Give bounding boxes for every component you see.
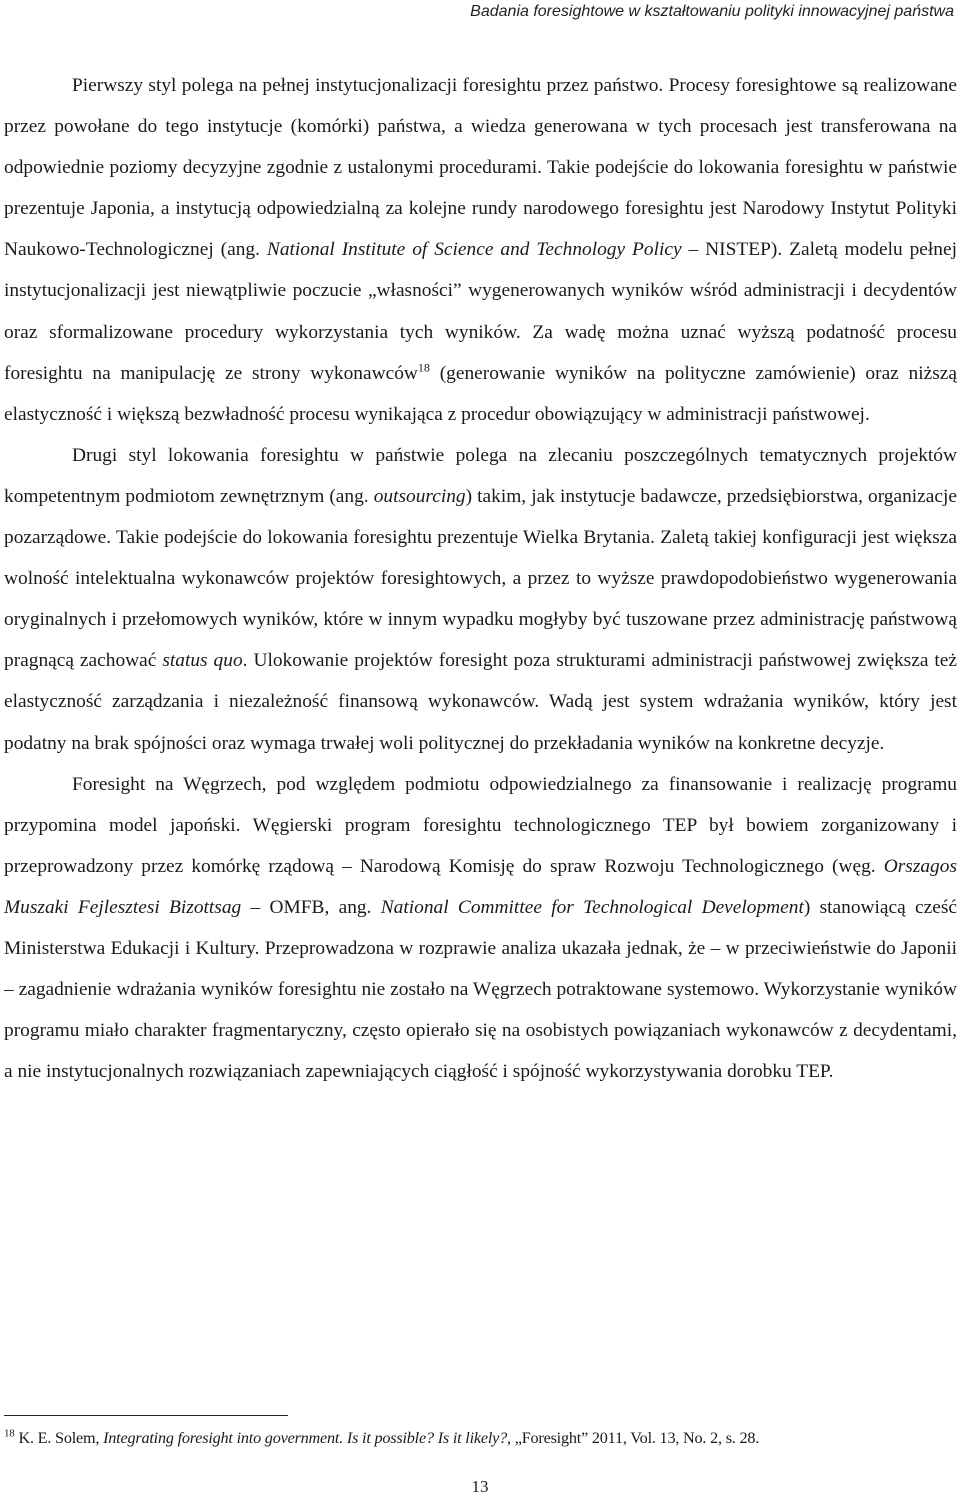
paragraph-1-text-b: NISTEP). Zaletą modelu pełnej instytucjonalizacji jest niewątpliwie poczucie „własności” wygenerowanych wyników wśród administracji i decydentów oraz sformalizowane procedury wykorzystania tych wyników. Za wadę można uznać wyższą podatność procesu foresightu na manipulację ze strony wykonawców	[4, 239, 957, 384]
footnote-divider	[4, 1415, 288, 1416]
paragraph-2-italic-term-1: outsourcing	[373, 485, 466, 507]
paragraph-1-text-a: Pierwszy styl polega na pełnej instytucjonalizacji foresightu przez państwo. Procesy foresightowe są realizowane przez powołane do tego instytucje (komórki) państwa, a wiedza generowana w tych procesach jest transferowana na odpowiednie poziomy decyzyjne zgodnie z ustalonymi procedurami. Takie podejście do lokowania foresightu w państwie prezentuje Japonia, a instytucją odpowiedzialną za kolejne rundy narodowego foresightu jest Narodowy Instytut Polityki Naukowo-Technologicznej (ang.	[4, 75, 957, 261]
footnote-authors: K. E. Solem,	[14, 1429, 104, 1447]
paragraph-3	[4, 764, 957, 1093]
paragraph-1-text-c: (generowanie wyników na polityczne zamówienie) oraz niższą elastyczność i większą bezwładność procesu wynikająca z procedur obowiązujący w administracji państwowej.	[4, 362, 957, 425]
footnote-18	[4, 1429, 957, 1448]
paragraph-3-text-b: – OMFB, ang.	[241, 896, 381, 918]
paragraph-3-italic-term-2: National Committee for Technological Development	[380, 896, 804, 918]
paragraph-1-italic-term: National Institute of Science and Technology Policy –	[266, 239, 699, 261]
footnote-reference[interactable]: 18	[417, 360, 430, 375]
footnote-number: 18	[4, 1427, 15, 1440]
footnote-title: Integrating foresight into government. Is it possible? Is it likely?	[103, 1429, 508, 1447]
running-header: Badania foresightowe w kształtowaniu polityki innowacyjnej państwa	[470, 3, 954, 20]
paragraph-2-text-c: . Ulokowanie projektów foresight poza strukturami administracji państwowej zwiększa też elastyczność zarządzania i niezależność finansową wykonawców. Wadą jest system wdrażania wyników, który jest podatny na brak spójności oraz wymaga trwałej woli politycznej do przekładania wyników na konkretne decyzje.	[4, 650, 957, 754]
page-number: 13	[471, 1477, 489, 1496]
paragraph-2-text-a: Drugi styl lokowania foresightu w państwie polega na zlecaniu poszczególnych tematycznych projektów kompetentnym podmiotom zewnętrznym (ang.	[4, 444, 957, 507]
paragraph-2-italic-term-2: status quo	[162, 650, 243, 672]
paragraph-1	[4, 65, 957, 435]
body-text	[4, 65, 957, 1092]
footnote-source: , „Foresight” 2011, Vol. 13, No. 2, s. 28.	[507, 1429, 760, 1447]
paragraph-2-text-b: ) takim, jak instytucje badawcze, przedsiębiorstwa, organizacje pozarządowe. Takie podejście do lokowania foresightu prezentuje Wielka Brytania. Zaletą takiej konfiguracji jest większa wolność intelektualna wykonawców projektów foresightowych, a przez to wyższe prawdopodobieństwo wygenerowania oryginalnych i przełomowych wyników, które w innym wypadku mogłyby być tuszowane przez administrację państwową pragnącą zachować	[4, 485, 957, 672]
paragraph-3-text-c: ) stanowiącą cześć Ministerstwa Edukacji i Kultury. Przeprowadzona w rozprawie analiza ukazała jednak, że – w przeciwieństwie do Japonii – zagadnienie wdrażania wyników foresightu nie zostało na Węgrzech potraktowane systemowo. Wykorzystanie wyników programu miało charakter fragmentaryczny, często opierało się na osobistych powiązaniach wykonawców z decydentami, a nie instytucjonalnych rozwiązaniach zapewniających ciągłość i spójność wykorzystywania dorobku TEP.	[4, 896, 957, 1083]
paragraph-3-text-a: Foresight na Węgrzech, pod względem podmiotu odpowiedzialnego za finansowanie i realizację programu przypomina model japoński. Węgierski program foresightu technologicznego TEP był bowiem zorganizowany i przeprowadzony przez komórkę rządową – Narodową Komisję do spraw Rozwoju Technologicznego (węg.	[4, 773, 957, 877]
paragraph-3-italic-term-1: Orszagos Muszaki Fejlesztesi Bizottsag	[4, 855, 957, 918]
paragraph-2	[4, 435, 957, 764]
